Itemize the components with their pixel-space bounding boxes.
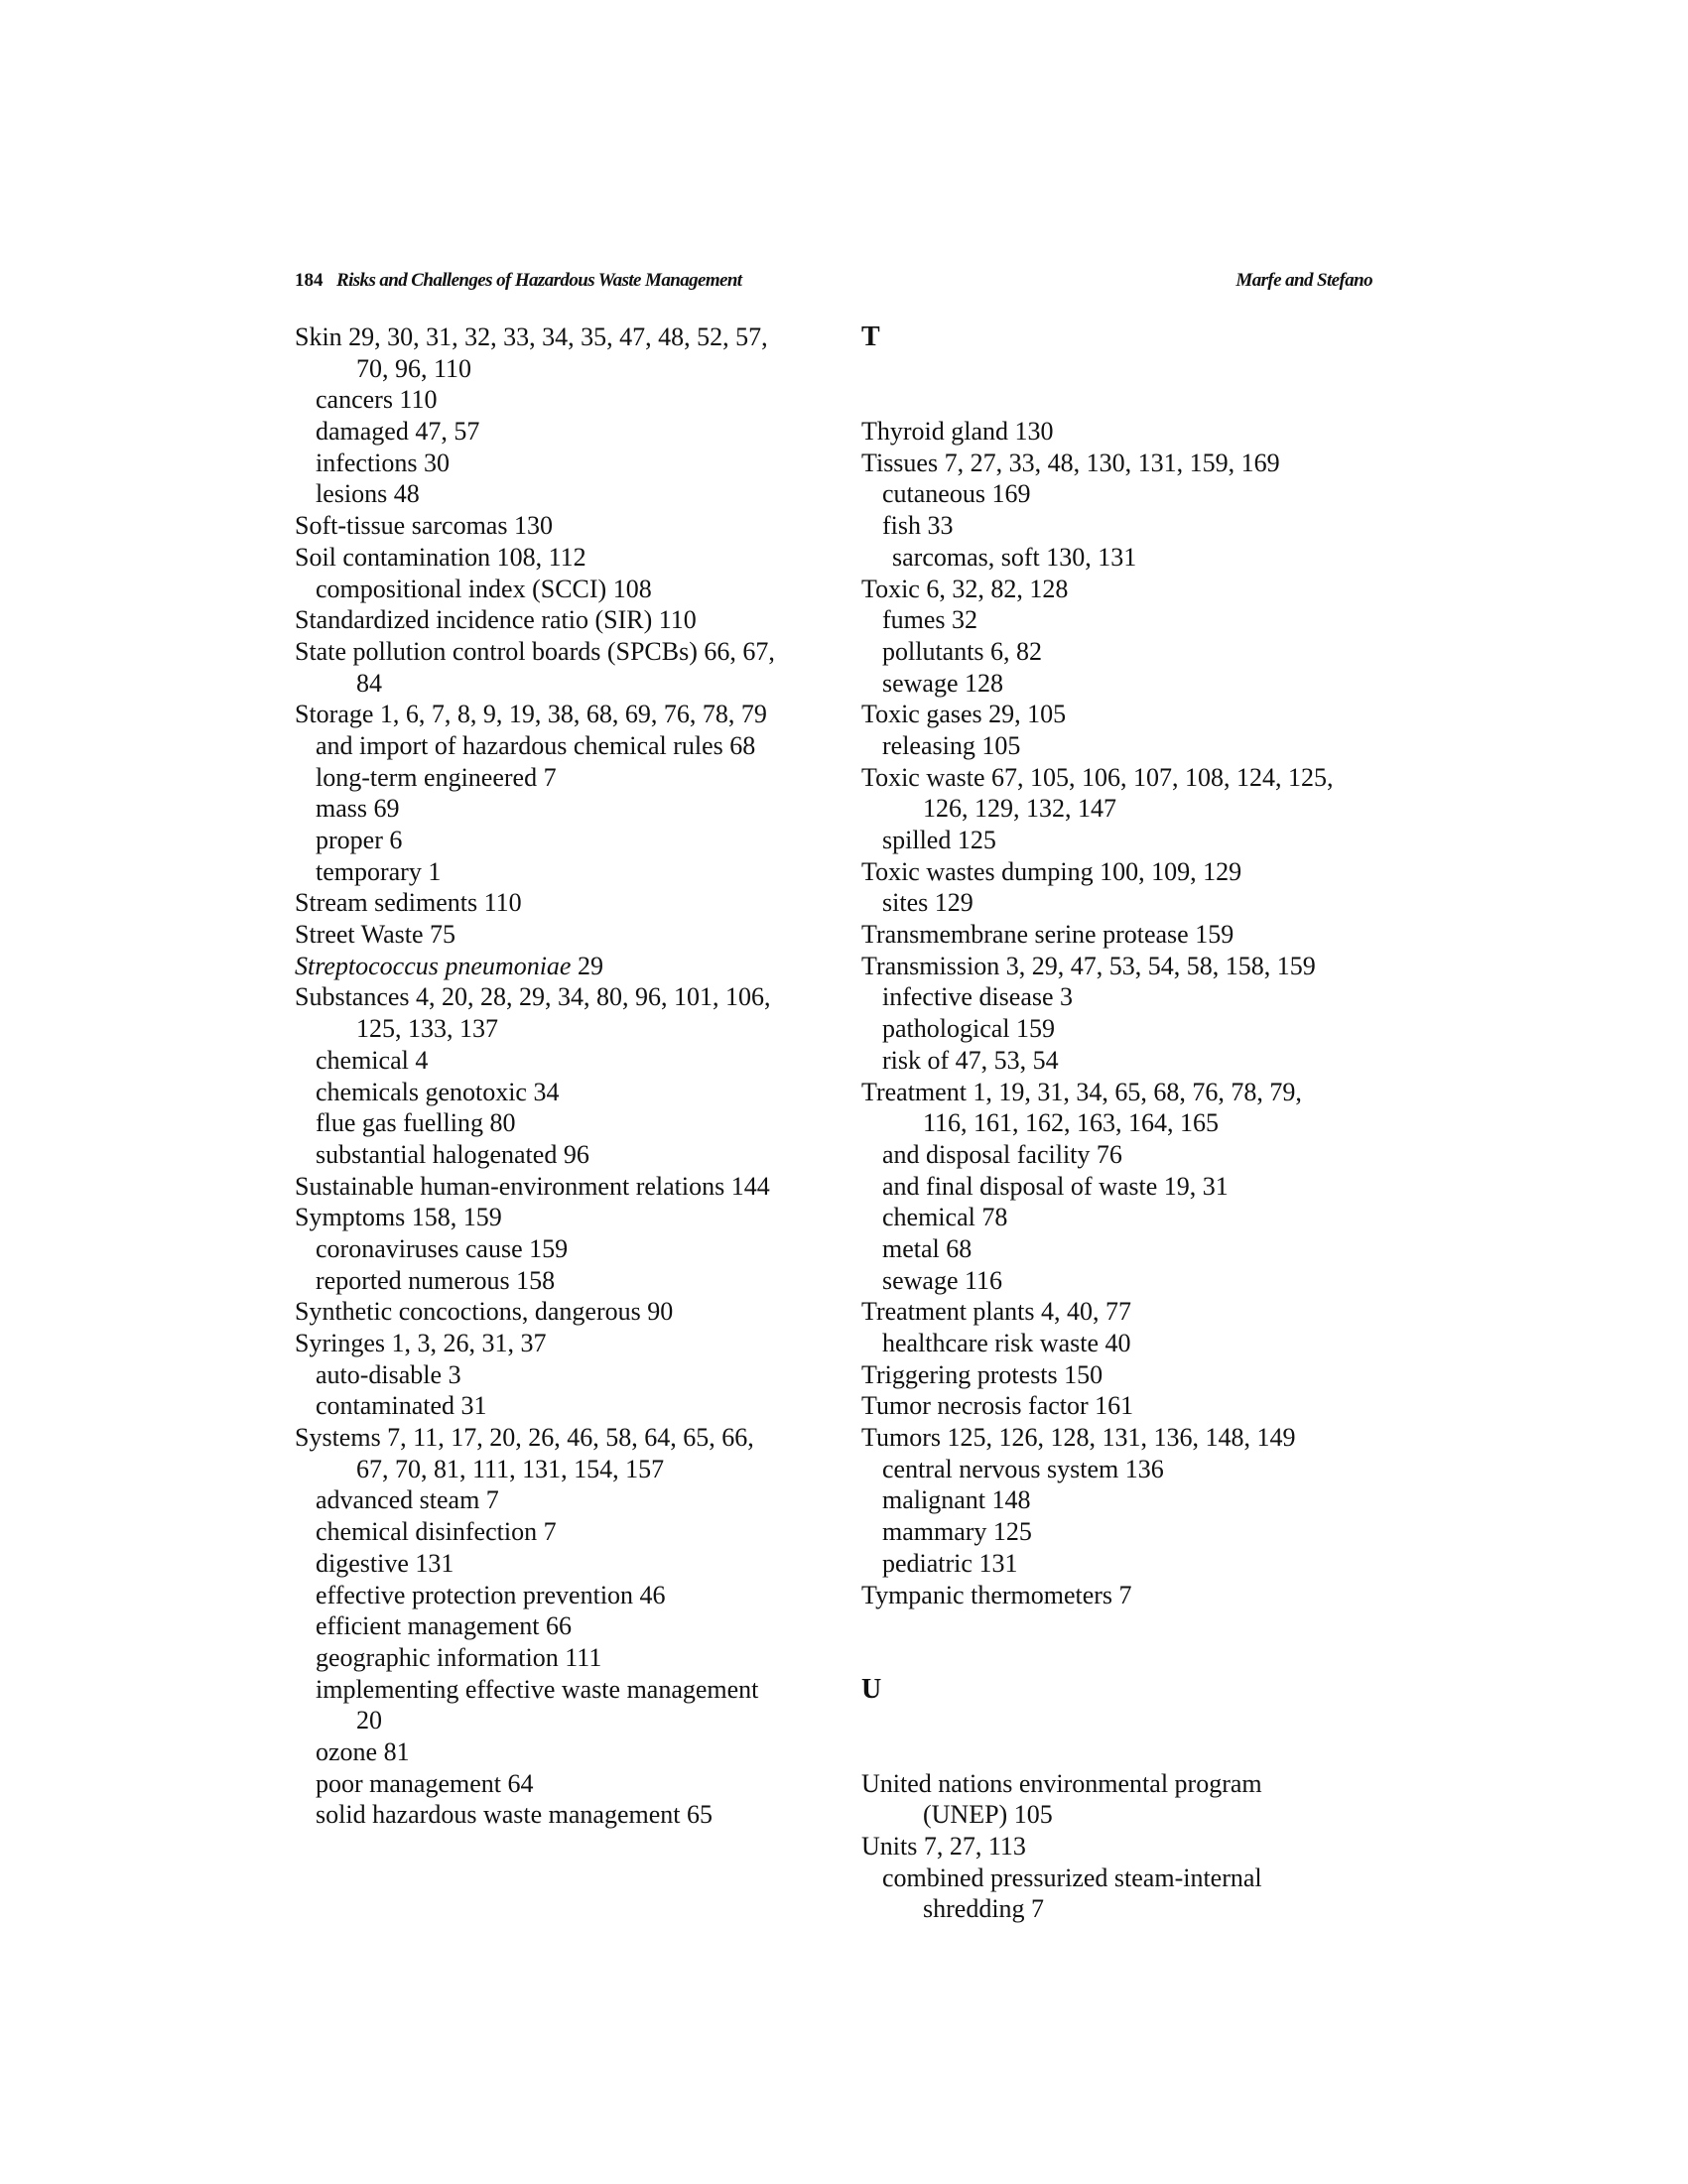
index-subentry: implementing effective waste management: [316, 1674, 759, 1704]
authors: Marfe and Stefano: [1235, 270, 1372, 291]
index-subentry: coronaviruses cause 159: [316, 1233, 569, 1263]
index-entry: Transmission 3, 29, 47, 53, 54, 58, 158, 159: [861, 951, 1316, 980]
page-number: 184: [295, 270, 324, 291]
index-subentry: contaminated 31: [316, 1391, 487, 1421]
index-entry: Toxic 6, 32, 82, 128: [861, 574, 1069, 603]
running-header: [295, 270, 1372, 300]
index-subentry: geographic information 111: [316, 1642, 602, 1672]
index-entries-u: [861, 1768, 1417, 1925]
index-subentry: risk of 47, 53, 54: [882, 1045, 1059, 1075]
index-subentry: temporary 1: [316, 856, 442, 886]
index-entry-continuation: 84: [356, 668, 382, 698]
index-entry: Symptoms 158, 159: [295, 1203, 502, 1232]
index-subentry: efficient management 66: [316, 1611, 572, 1641]
index-subentry: releasing 105: [882, 730, 1021, 760]
index-entry: Substances 4, 20, 28, 29, 34, 80, 96, 101, 106,: [295, 982, 771, 1012]
index-subentry: chemical 78: [882, 1203, 1008, 1232]
index-subentry: combined pressurized steam-internal: [882, 1863, 1262, 1892]
index-subentry: damaged 47, 57: [316, 417, 480, 447]
index-entry: Toxic wastes dumping 100, 109, 129: [861, 856, 1242, 886]
index-entry-continuation: 125, 133, 137: [356, 1014, 498, 1044]
book-title: Risks and Challenges of Hazardous Waste Management: [336, 270, 742, 291]
index-subentry: infections 30: [316, 448, 451, 477]
index-entry: Transmembrane serine protease 159: [861, 920, 1234, 950]
index-entry: Treatment plants 4, 40, 77: [861, 1297, 1132, 1327]
index-entry: Systems 7, 11, 17, 20, 26, 46, 58, 64, 65, 66,: [295, 1423, 754, 1453]
index-subentry: lesions 48: [316, 479, 420, 509]
index-entry-continuation: 126, 129, 132, 147: [923, 794, 1116, 824]
index-entry-continuation: 20: [356, 1706, 382, 1735]
index-subentry: sites 129: [882, 888, 974, 918]
index-entry: State pollution control boards (SPCBs) 66, 67,: [295, 636, 775, 666]
index-entry: United nations environmental program: [861, 1768, 1262, 1798]
section-letter-t: T: [861, 321, 880, 352]
index-subentry: healthcare risk waste 40: [882, 1329, 1131, 1358]
index-entry: Sustainable human-environment relations 144: [295, 1171, 770, 1201]
index-entry: Skin 29, 30, 31, 32, 33, 34, 35, 47, 48, 52, 57,: [295, 322, 768, 351]
section-spacer: [861, 1610, 1417, 1673]
index-entry: Tissues 7, 27, 33, 48, 130, 131, 159, 169: [861, 448, 1280, 477]
index-entry: Thyroid gland 130: [861, 417, 1054, 447]
index-subentry: and final disposal of waste 19, 31: [882, 1171, 1229, 1201]
index-entry-continuation: 67, 70, 81, 111, 131, 154, 157: [356, 1454, 665, 1483]
index-entry: Tympanic thermometers 7: [861, 1580, 1132, 1609]
index-entry: Synthetic concoctions, dangerous 90: [295, 1297, 674, 1327]
index-subentry: reported numerous 158: [316, 1265, 556, 1295]
index-subentry: long-term engineered 7: [316, 762, 557, 792]
index-subentry: advanced steam 7: [316, 1485, 499, 1515]
index-entry: Soft-tissue sarcomas 130: [295, 511, 553, 541]
index-subentry: spilled 125: [882, 826, 996, 855]
index-subentry: auto-disable 3: [316, 1359, 461, 1389]
section-letter-u: U: [861, 1673, 882, 1705]
index-entry: Storage 1, 6, 7, 8, 9, 19, 38, 68, 69, 76, 78, 79: [295, 700, 767, 729]
index-subentry: chemical 4: [316, 1045, 429, 1075]
index-subentry: chemicals genotoxic 34: [316, 1077, 560, 1106]
index-subentry: sewage 116: [882, 1265, 1003, 1295]
index-subentry: poor management 64: [316, 1768, 534, 1798]
index-column-left: [295, 321, 850, 1831]
index-subentry: central nervous system 136: [882, 1454, 1164, 1483]
index-subentry: ozone 81: [316, 1736, 410, 1766]
index-subentry: flue gas fuelling 80: [316, 1108, 516, 1138]
index-entry-italic-term: Streptococcus pneumoniae: [295, 951, 572, 980]
index-subentry: pediatric 131: [882, 1548, 1018, 1578]
index-entry: [295, 951, 850, 982]
index-entry: Tumors 125, 126, 128, 131, 136, 148, 149: [861, 1423, 1296, 1453]
index-subentry: chemical disinfection 7: [316, 1517, 557, 1547]
index-entry-continuation: 116, 161, 162, 163, 164, 165: [923, 1108, 1220, 1138]
index-subentry: pathological 159: [882, 1014, 1056, 1044]
index-subentry: metal 68: [882, 1233, 973, 1263]
index-entry-continuation: (UNEP) 105: [923, 1800, 1053, 1830]
index-subentry: effective protection prevention 46: [316, 1580, 666, 1609]
index-column-right: [861, 321, 1417, 1925]
index-subentry: solid hazardous waste management 65: [316, 1800, 713, 1830]
index-subentry: mammary 125: [882, 1517, 1032, 1547]
index-subentry: malignant 148: [882, 1485, 1031, 1515]
index-entry: Street Waste 75: [295, 920, 456, 950]
index-subentry: and disposal facility 76: [882, 1139, 1122, 1169]
index-entry: Stream sediments 110: [295, 888, 522, 918]
index-entry: Units 7, 27, 113: [861, 1832, 1026, 1862]
index-subentry: sarcomas, soft 130, 131: [892, 542, 1137, 572]
index-entry-pages: 29: [571, 951, 603, 980]
index-entry: Triggering protests 150: [861, 1359, 1104, 1389]
index-subentry: sewage 128: [882, 668, 1004, 698]
index-subentry: pollutants 6, 82: [882, 636, 1043, 666]
index-subentry: fish 33: [882, 511, 954, 541]
index-entry: Treatment 1, 19, 31, 34, 65, 68, 76, 78, 79,: [861, 1077, 1302, 1106]
index-subentry: compositional index (SCCI) 108: [316, 574, 652, 603]
index-entry-continuation: shredding 7: [923, 1894, 1045, 1924]
index-entry: Toxic gases 29, 105: [861, 700, 1067, 729]
index-entry: Tumor necrosis factor 161: [861, 1391, 1134, 1421]
index-entry: Toxic waste 67, 105, 106, 107, 108, 124, 125,: [861, 762, 1334, 792]
index-subentry: mass 69: [316, 794, 400, 824]
index-subentry: cancers 110: [316, 385, 438, 415]
index-subentry: digestive 131: [316, 1548, 454, 1578]
index-subentry: fumes 32: [882, 605, 978, 635]
index-entries-t: [861, 416, 1417, 1610]
index-subentry: cutaneous 169: [882, 479, 1031, 509]
index-subentry: substantial halogenated 96: [316, 1139, 589, 1169]
section-spacer: [861, 353, 1417, 416]
index-subentry: proper 6: [316, 826, 403, 854]
index-entry: Soil contamination 108, 112: [295, 542, 586, 572]
section-spacer: [861, 1705, 1417, 1767]
index-subentry: and import of hazardous chemical rules 68: [316, 730, 756, 760]
index-subentry: infective disease 3: [882, 982, 1074, 1012]
index-entry-continuation: 70, 96, 110: [356, 353, 472, 383]
index-entry: Standardized incidence ratio (SIR) 110: [295, 605, 697, 635]
index-entry: Syringes 1, 3, 26, 31, 37: [295, 1329, 547, 1357]
